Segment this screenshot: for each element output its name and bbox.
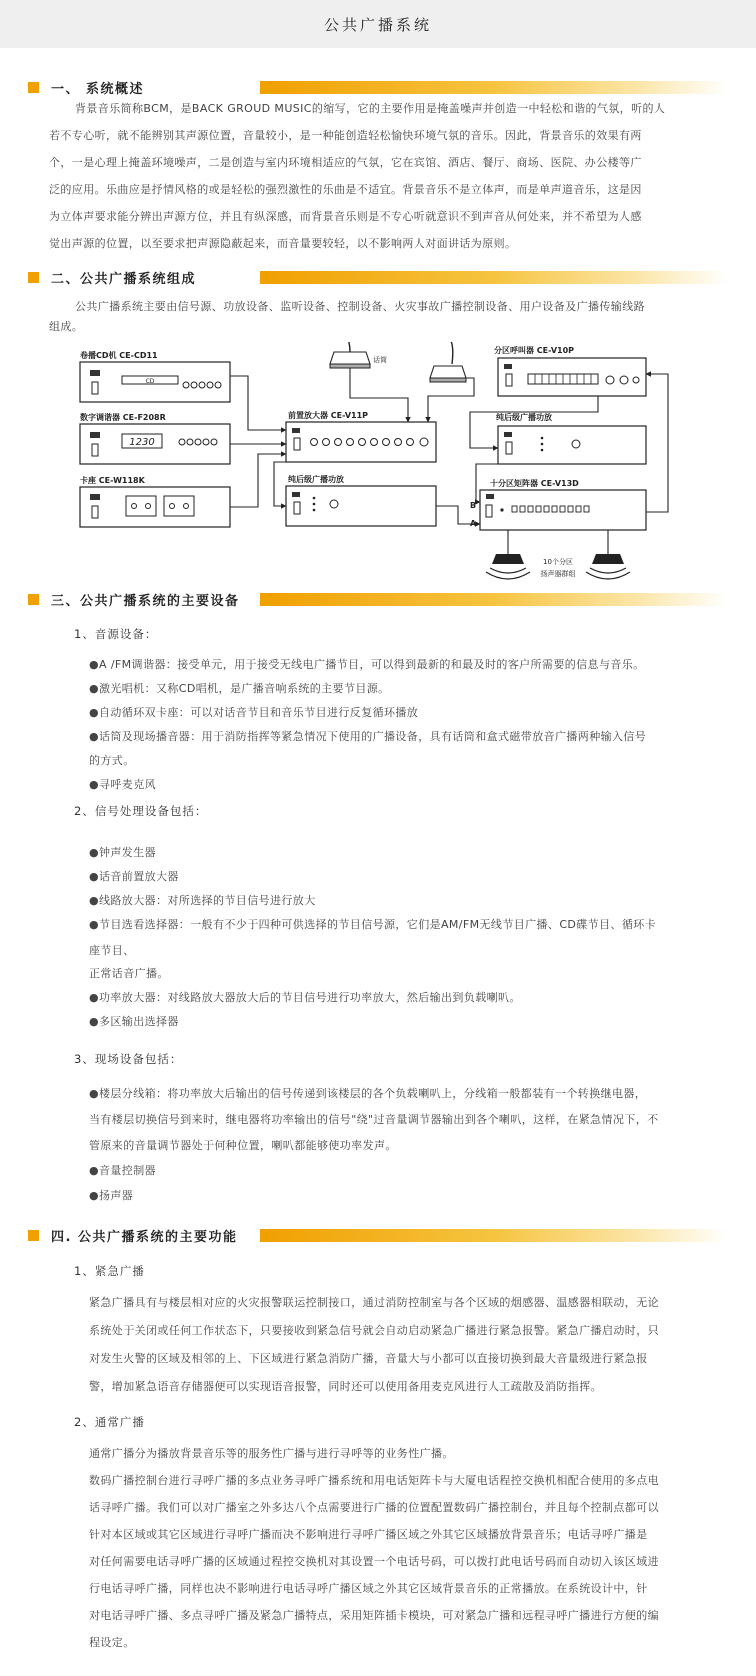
cd-player-panel — [90, 370, 221, 394]
section-heading-text: 一、 系统概述 — [51, 81, 145, 97]
pager-panel — [504, 364, 639, 386]
list-item: ●话筒及现场播音器：用于消防指挥等紧急情况下使用的广播设备，具有话筒和盒式磁带放音广播两种输入信号 — [89, 730, 647, 743]
section-marker-icon — [28, 82, 39, 93]
section-heading-text: 二、公共广播系统组成 — [51, 271, 197, 287]
tuner-label: 数字调谐器 CE-F208R — [80, 413, 166, 422]
section-heading-bar — [260, 593, 728, 606]
paragraph-line: 觉出声源的位置，以至要求把声源隐蔽起来，而音量要较轻，以不影响两人对面讲话为原则。 — [49, 237, 517, 250]
mic-label: 话筒 — [373, 356, 387, 364]
pager-label: 分区呼叫器 CE-V10P — [494, 346, 575, 355]
pager-box — [498, 358, 646, 396]
port-b-label: B — [470, 501, 477, 510]
paragraph-line: 泛的应用。乐曲应是抒情风格的或是轻松的强烈激性的乐曲是不适宜。背景音乐不是立体声，而是单声道音乐，这是因 — [49, 183, 642, 196]
system-diagram — [78, 342, 698, 590]
section-heading-text: 四. 公共广播系统的主要功能 — [51, 1229, 238, 1245]
speaker-group-line2: 扬声器群组 — [540, 570, 576, 578]
paragraph-line: 背景音乐简称BCM，是BACK GROUD MUSIC的缩写，它的主要作用是掩盖噪声并创造一中轻松和谐的气氛，听的人 — [75, 102, 666, 115]
cd-player-label: 卷播CD机 CE-CD11 — [80, 351, 158, 360]
list-item: ●A /FM调谐器：接受单元，用于接受无线电广播节目，可以得到最新的和最及时的客户所需要的信息与音乐。 — [89, 658, 645, 671]
subheading-normal: 2、通常广播 — [74, 1415, 145, 1429]
paragraph-line: 为立体声要求能分辨出声源方位，并且有纵深感，而背景音乐则是不专心听就意识不到声音从何处来，并不希望为人感 — [49, 210, 642, 223]
list-item: 管原来的音量调节器处于何种位置，喇叭都能够使功率发声。 — [89, 1139, 397, 1152]
list-item: ●功率放大器：对线路放大器放大后的节目信号进行功率放大，然后输出到负载喇叭。 — [89, 991, 521, 1004]
paragraph-line: 若不专心听，就不能辨别其声源位置，音量较小，是一种能创造轻松愉快环境气氛的音乐。因此，背景音乐的效果有两 — [49, 129, 642, 142]
preamp-label: 前置放大器 CE-V11P — [288, 411, 369, 420]
amp-right-panel — [504, 432, 580, 454]
cd-player-box — [80, 362, 230, 402]
amp-right-label: 纯后级广播功放 — [496, 413, 552, 422]
list-item: 正常话音广播。 — [89, 967, 169, 980]
paragraph-line: 数码广播控制台进行寻呼广播的多点业务寻呼广播系统和用电话矩阵卡与大厦电话程控交换机相配合使用的多点电 — [89, 1474, 659, 1487]
port-a-label: A — [470, 519, 477, 528]
paragraph-line: 紧急广播具有与楼层相对应的火灾报警联运控制接口，通过消防控制室与各个区域的烟感器、温感器相联动，无论 — [89, 1296, 659, 1309]
list-item: ●节目选看选择器：一般有不少于四种可供选择的节目信号源，它们是AM/FM无线节目广播、CD碟节目、循环卡 — [89, 918, 657, 931]
paragraph-line: 通常广播分为播放背景音乐等的服务性广播与进行寻呼等的业务性广播。 — [89, 1447, 454, 1460]
paragraph-line: 行电话寻呼广播，同样也决不影响进行电话寻呼广播区域之外其它区域背景音乐的正常播放。在系统设计中，针 — [89, 1582, 648, 1595]
amp-left-box — [286, 486, 436, 526]
cassette-box — [80, 487, 230, 527]
list-item: ●钟声发生器 — [89, 846, 156, 859]
section-heading-equipment — [28, 590, 728, 608]
section-heading-bar — [260, 271, 728, 284]
paragraph-line: 对电话寻呼广播、多点寻呼广播及紧急广播特点，采用矩阵插卡模块，可对紧急广播和远程寻呼广播进行方便的编 — [89, 1609, 659, 1622]
list-item: 座节目、 — [89, 944, 135, 957]
subheading-emergency: 1、紧急广播 — [74, 1264, 145, 1278]
list-item: ●音量控制器 — [89, 1164, 156, 1177]
section-marker-icon — [28, 1230, 39, 1241]
list-item: ●激光唱机：又称CD唱机，是广播音响系统的主要节目源。 — [89, 682, 390, 695]
speaker-left-icon — [486, 554, 530, 579]
paragraph-line: 警，增加紧急语音存储器便可以实现语音报警，同时还可以使用备用麦克风进行人工疏散及消防指挥。 — [89, 1380, 602, 1393]
speaker-right-icon — [586, 554, 630, 579]
tuner-display: 1230 — [129, 437, 155, 448]
preamp-panel — [292, 428, 428, 450]
section-heading-composition — [28, 268, 728, 286]
paragraph-line: 针对本区域或其它区域进行寻呼广播而决不影响进行寻呼广播区域之外其它区域播放背景音乐；电话寻呼广播是 — [89, 1528, 648, 1541]
paragraph-line: 公共广播系统主要由信号源、功放设备、监听设备、控制设备、火灾事故广播控制设备、用户设备及广播传输线路 — [75, 300, 645, 313]
section-heading-functions — [28, 1226, 728, 1244]
paragraph-line: 组成。 — [49, 320, 84, 333]
zone-matrix-panel — [486, 494, 589, 517]
subheading-field-equipment: 3、现场设备包括： — [74, 1052, 183, 1066]
paragraph-line: 程设定。 — [89, 1636, 135, 1649]
section-heading-overview — [28, 78, 728, 96]
list-item: ●自动循环双卡座：可以对话音节目和音乐节目进行反复循环播放 — [89, 706, 419, 719]
section-marker-icon — [28, 272, 39, 283]
page-title-bar — [0, 0, 756, 48]
list-item: ●话音前置放大器 — [89, 870, 179, 883]
cd-panel-text: CD — [145, 378, 155, 385]
microphone-right-icon — [430, 342, 466, 382]
amp-left-panel — [292, 492, 338, 514]
list-item: 当有楼层切换信号到来时，继电器将功率输出的信号"绕"过音量调节器输出到各个喇叭，这样，在紧急情况下，不 — [89, 1113, 659, 1126]
tuner-panel — [90, 432, 217, 456]
section-heading-bar — [260, 1229, 728, 1242]
zone-matrix-box — [480, 490, 646, 530]
paragraph-line: 话寻呼广播。我们可以对广播室之外多达八个点需要进行广播的位置配置数码广播控制台，并且每个控制点都可以 — [89, 1501, 659, 1514]
zone-matrix-label: 十分区矩阵器 CE-V13D — [490, 479, 579, 488]
paragraph-line: 对发生火警的区域及相邻的上、下区域进行紧急消防广播，音量大与小都可以直接切换到最大音量级进行紧急报 — [89, 1352, 648, 1365]
amp-left-label: 纯后级广播功放 — [288, 475, 344, 484]
paragraph-line: 个，一是心理上掩盖环境噪声，二是创造与室内环境相适应的气氛，它在宾馆、酒店、餐厅、商场、医院、办公楼等广 — [49, 156, 642, 169]
list-item: ●楼层分线箱：将功率放大后输出的信号传递到该楼层的各个负载喇叭上，分线箱一般都装有一个转换继电器， — [89, 1087, 647, 1100]
list-item: ●扬声器 — [89, 1189, 134, 1202]
microphone-left-icon — [313, 342, 370, 368]
paragraph-line: 系统处于关闭或任何工作状态下，只要接收到紧急信号就会自动启动紧急广播进行紧急报警。紧急广播启动时，只 — [89, 1324, 659, 1337]
section-marker-icon — [28, 594, 39, 605]
list-item: ●线路放大器：对所选择的节目信号进行放大 — [89, 894, 316, 907]
list-item: ●多区输出选择器 — [89, 1015, 179, 1028]
speaker-group-line1: 10个分区 — [543, 558, 573, 566]
paragraph-line: 对任何需要电话寻呼广播的区域通过程控交换机对其设置一个电话号码，可以拨打此电话号码而自动切入该区域进 — [89, 1555, 659, 1568]
section-heading-bar — [260, 81, 728, 94]
cassette-label: 卡座 CE-W118K — [80, 476, 145, 485]
list-item: ●寻呼麦克风 — [89, 778, 156, 791]
page-title: 公共广播系统 — [323, 15, 432, 34]
subheading-audio-source: 1、音源设备： — [74, 627, 158, 641]
list-item: 的方式。 — [89, 754, 135, 767]
section-heading-text: 三、公共广播系统的主要设备 — [51, 593, 240, 609]
cassette-panel — [90, 494, 194, 518]
subheading-signal-processing: 2、信号处理设备包括： — [74, 804, 208, 818]
